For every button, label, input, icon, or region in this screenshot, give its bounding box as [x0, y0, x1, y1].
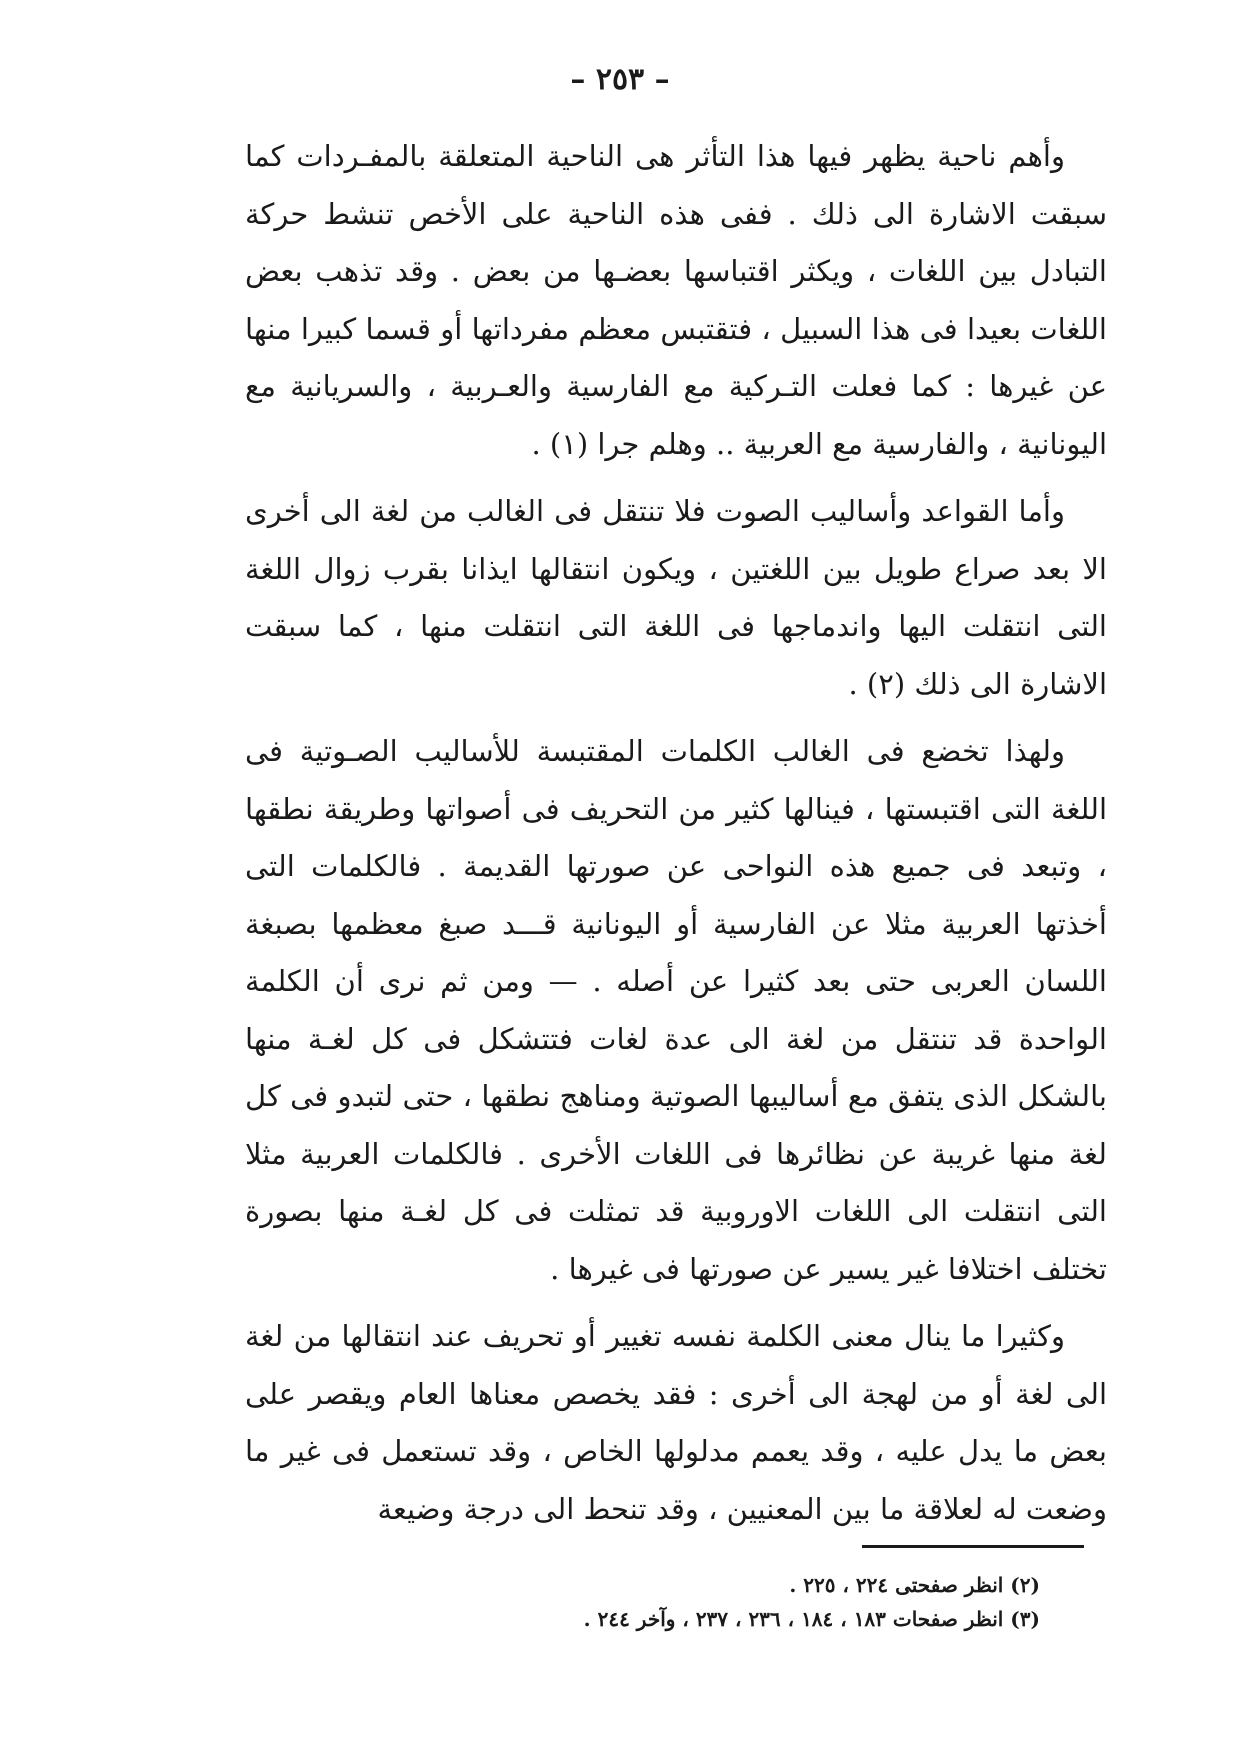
paragraph-meaning-change: وكثيرا ما ينال معنى الكلمة نفسه تغيير أو تحريف عند انتقالها من لغة الى لغة أو من لهجة الى أخرى : فقد يخصص معناها العام ويقصر على بعض ما يدل عليه ، وقد يعمم مدلولها الخاص ، وقد تستعمل فى غير ما وضعت له لعلاقة ما بين المعنيين ، وقد تنحط الى درجة وضيعة [245, 1319, 1107, 1526]
paragraph-rules-and-sounds: وأما القواعد وأساليب الصوت فلا تنتقل فى الغالب من لغة الى أخرى الا بعد صراع طويل بين اللغتين ، ويكون انتقالها ايذانا بقرب زوال اللغة التى انتقلت اليها واندماجها فى اللغة التى انتقلت منها ، كما سبقت الاشارة الى ذلك (٢) . [245, 494, 1107, 701]
paragraph-borrowed-words: ولهذا تخضع فى الغالب الكلمات المقتبسة للأساليب الصـوتية فى اللغة التى اقتبستها ، فينالها كثير من التحريف فى أصواتها وطريقة نطقها ، وتبعد فى جميع هذه النواحى عن صورتها القديمة . فالكلمات التى أخذتها العربية مثلا عن الفارسية أو اليونانية قـــد صبغ معظمها بصبغة اللسان العربى حتى بعد كثيرا عن أصله . — ومن ثم نرى أن الكلمة الواحدة قد تنتقل من لغة الى عدة لغات فتتشكل فى كل لغـة منها بالشكل الذى يتفق مع أساليبها الصوتية ومناهج نطقها ، حتى لتبدو فى كل لغة منها غريبة عن نظائرها فى اللغات الأخرى . فالكلمات العربية مثلا التى انتقلت الى اللغات الاوروبية قد تمثلت فى كل لغـة منها بصورة تختلف اختلافا غير يسير عن صورتها فى غيرها . [245, 734, 1107, 1286]
page-number: – ٢٥٣ – [570, 62, 670, 97]
footnote-item: (٢) انظر صفحتى ٢٢٤ ، ٢٢٥ . [789, 1573, 1040, 1597]
footnote-divider [862, 1545, 1084, 1548]
paragraph-vocabulary: وأهم ناحية يظهر فيها هذا التأثر هى الناحية المتعلقة بالمفـردات كما سبقت الاشارة الى ذلك . ففى هذه الناحية على الأخص تنشط حركة التبادل بين اللغات ، ويكثر اقتباسها بعضـها من بعض . وقد تذهب بعض اللغات بعيدا فى هذا السبيل ، فتقتبس معظم مفرداتها أو قسما كبيرا منها عن غيرها : كما فعلت التـركية مع الفارسية والعـربية ، والسريانية مع اليونانية ، والفارسية مع العربية .. وهلم جرا (١) . [245, 139, 1107, 461]
footnotes [400, 1568, 1040, 1636]
body-text [245, 128, 1107, 1548]
footnote-item: (٣) انظر صفحات ١٨٣ ، ١٨٤ ، ٢٣٦ ، ٢٣٧ ، وآخر ٢٤٤ . [583, 1607, 1040, 1631]
